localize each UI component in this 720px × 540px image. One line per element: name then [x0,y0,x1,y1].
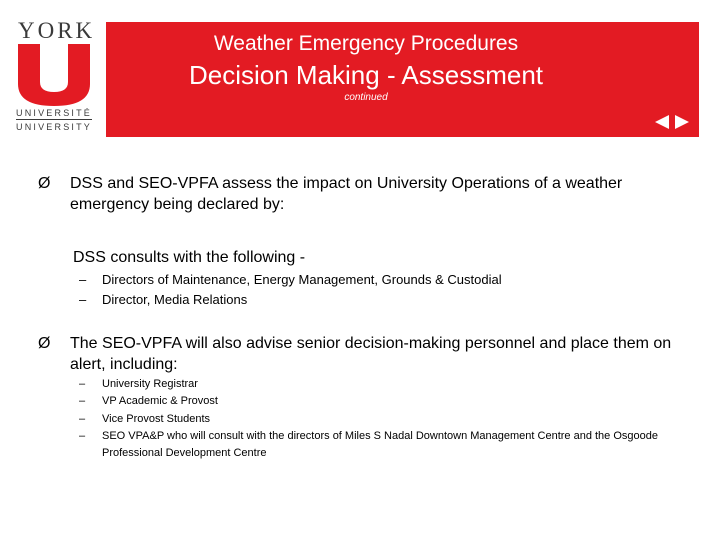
list-item [79,411,672,428]
triangle-left-icon[interactable] [655,115,669,129]
triangle-right-icon[interactable] [675,115,689,129]
list-item [79,270,672,290]
dss-consults-heading: DSS consults with the following - [73,249,306,266]
bullet-advise [38,333,680,375]
list-item-text: VP Academic & Provost [102,395,218,407]
list-item-text: Vice Provost Students [102,413,211,425]
list-item-text: Director, Media Relations [102,292,248,307]
bullet-assess [38,173,680,215]
slide-nav [655,115,689,129]
list-item [79,290,672,310]
dash-icon: – [79,292,87,307]
logo-divider [16,119,92,120]
logo-university: UNIVERSITY [16,122,93,132]
logo-u-shield-icon [18,44,90,106]
list-item [79,393,672,410]
bullet-arrow-icon: Ø [38,335,51,352]
header-banner [106,22,699,137]
york-university-logo [14,18,94,138]
dash-icon: – [79,378,86,390]
list-item-text: SEO VPA&P who will consult with the directors of Miles S Nadal Downtown Management Centre and the Osgoode Professional Development Centre [102,430,658,459]
page-title: Weather Emergency Procedures [213,32,519,55]
bullet-advise-text: The SEO-VPFA will also advise senior decision-making personnel and place them on alert, including: [70,335,672,373]
list-item-text: Directors of Maintenance, Energy Management, Grounds & Custodial [102,272,502,287]
bullet-assess-text: DSS and SEO-VPFA assess the impact on University Operations of a weather emergency being declared by: [70,175,623,213]
dash-icon: – [79,395,86,407]
page-subtitle: Decision Making - Assessment [188,60,544,90]
dash-icon: – [79,272,87,287]
continued-note: continued [344,92,388,103]
bullet-arrow-icon: Ø [38,175,51,192]
logo-wordmark: YORK [18,18,96,43]
list-item [79,376,672,393]
logo-universite: UNIVERSITÉ [16,108,93,118]
dash-icon: – [79,430,86,442]
list-item [79,428,672,462]
list-item-text: University Registrar [102,378,198,390]
dash-icon: – [79,413,86,425]
